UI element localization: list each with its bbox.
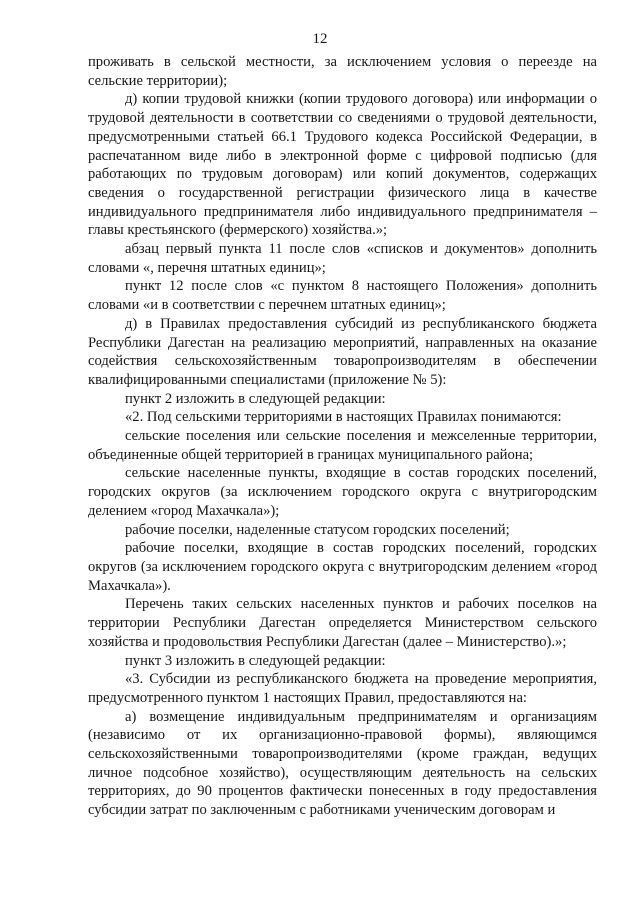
paragraph: сельские поселения или сельские поселения и межселенные территории, объединенные общей территорией в границах муниципального района; xyxy=(88,428,597,463)
paragraph: пункт 3 изложить в следующей редакции: xyxy=(125,652,386,669)
paragraph: д) в Правилах предоставления субсидий из республиканского бюджета Республики Дагестан на реализацию мероприятий, направленных на оказание содействия сельскохозяйственным товаропроизводителям в обеспечении квалифицированными специалистами (приложение № 5): xyxy=(88,315,597,388)
paragraph: рабочие поселки, входящие в состав городских поселений, городских округов (за исключением городского округа с внутригородским делением «город Махачкала»). xyxy=(88,540,597,594)
paragraph: проживать в сельской местности, за исключением условия о переезде на сельские территории); xyxy=(88,54,597,89)
paragraph: Перечень таких сельских населенных пунктов и рабочих поселков на территории Республики Дагестан определяется Министерством сельского хозяйства и продовольствия Республики Дагестан (далее – Министерство).»; xyxy=(88,596,597,650)
paragraph: д) копии трудовой книжки (копии трудового договора) или информации о трудовой деятельности в соответствии со сведениями о трудовой деятельности, предусмотренными статьей 66.1 Трудового кодекса Российской Федерации, в распечатанном виде либо в электронной форме с цифровой подписью (для работающих по трудовым договорам) или копий документов, содержащих сведения о государственной регистрации физического лица в качестве индивидуального предпринимателя либо индивидуального предпринимателя – главы крестьянского (фермерского) хозяйства.»; xyxy=(88,91,597,239)
page-number: 12 xyxy=(312,31,328,47)
paragraph: пункт 12 после слов «с пунктом 8 настоящего Положения» дополнить словами «и в соответствии с перечнем штатных единиц»; xyxy=(88,278,597,314)
paragraph: а) возмещение индивидуальным предпринимателям и организациям (независимо от их организационно-правовой формы), являющимся сельскохозяйственными товаропроизводителями (кроме граждан, ведущих личное подсобное хозяйство), осуществляющим деятельность на сельских территориях, до 90 процентов фактически понесенных в году предоставления субсидии затрат по заключенным с работниками ученическим договорам и xyxy=(88,708,597,819)
paragraph: «2. Под сельскими территориями в настоящих Правилах понимаются: xyxy=(125,409,562,426)
document-body xyxy=(88,53,597,820)
paragraph: «3. Субсидии из республиканского бюджета на проведение мероприятия, предусмотренного пунктом 1 настоящих Правил, предоставляются на: xyxy=(88,671,597,706)
paragraph: пункт 2 изложить в следующей редакции: xyxy=(125,390,386,407)
paragraph: рабочие поселки, наделенные статусом городских поселений; xyxy=(125,521,510,538)
paragraph: сельские населенные пункты, входящие в состав городских поселений, городских округов (за исключением городского округа с внутригородским делением «город Махачкала»); xyxy=(88,465,597,519)
paragraph: абзац первый пункта 11 после слов «списков и документов» дополнить словами «, перечня штатных единиц»; xyxy=(88,241,597,276)
